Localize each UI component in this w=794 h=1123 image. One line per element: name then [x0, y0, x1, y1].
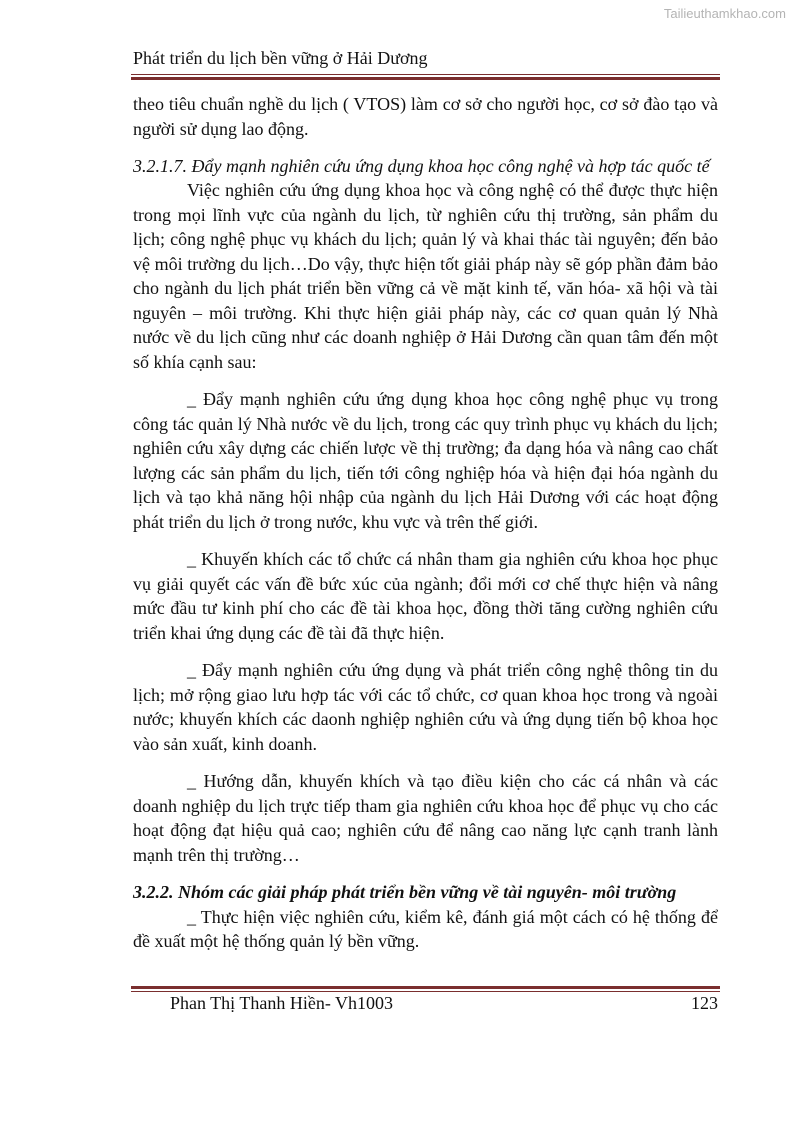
watermark-text: Tailieuthamkhao.com [663, 6, 786, 21]
intro-paragraph: theo tiêu chuẩn nghề du lịch ( VTOS) làm cơ sở cho người học, cơ sở đào tạo và người sử dụng lao động. [133, 94, 718, 139]
bullet-paragraph-3: _ Đẩy mạnh nghiên cứu ứng dụng và phát triển công nghệ thông tin du lịch; mở rộng giao lưu hợp tác với các tổ chức, cơ quan khoa học trong và ngoài nước; khuyến khích các daonh nghiệp nghiên cứu và ứng dụng tiến bộ khoa học vào sản xuất, kinh doanh. [133, 660, 718, 754]
page-number: 123 [691, 993, 718, 1013]
running-header-title: Phát triển du lịch bền vững ở Hải Dương [133, 48, 428, 68]
header-rule-thick [131, 77, 720, 80]
body-paragraph-1: Việc nghiên cứu ứng dụng khoa học và công nghệ có thể được thực hiện trong mọi lĩnh vực của ngành du lịch, từ nghiên cứu thị trường, sản phẩm du lịch; công nghệ phục vụ khách du lịch; quản lý và khai thác tài nguyên; đến bảo vệ môi trường du lịch…Do vậy, thực hiện tốt giải pháp này sẽ góp phần đảm bảo cho ngành du lịch phát triển bền vững cả về mặt kinh tế, văn hóa- xã hội và tài nguyên – môi trường. Khi thực hiện giải pháp này, các cơ quan quản lý Nhà nước về du lịch cũng như các doanh nghiệp ở Hải Dương cần quan tâm đến một số khía cạnh sau: [133, 180, 718, 372]
header-rule-thin [131, 74, 720, 75]
body-paragraph-last: _ Thực hiện việc nghiên cứu, kiểm kê, đánh giá một cách có hệ thống để đề xuất một hệ thống quản lý bền vững. [133, 906, 718, 951]
bullet-paragraph-4: _ Hướng dẫn, khuyến khích và tạo điều kiện cho các cá nhân và các doanh nghiệp du lịch trực tiếp tham gia nghiên cứu khoa học để phục vụ cho các hoạt động đạt hiệu quả cao; nghiên cứu để nâng cao năng lực cạnh tranh lành mạnh trên thị trường… [133, 771, 718, 865]
section-3217-heading: 3.2.1.7. Đẩy mạnh nghiên cứu ứng dụng khoa học công nghệ và hợp tác quốc tế [133, 156, 710, 176]
footer-rule-thick [131, 986, 720, 989]
footer-rule-thin [131, 991, 720, 992]
footer-author: Phan Thị Thanh Hiền- Vh1003 [170, 993, 393, 1013]
bullet-paragraph-1: _ Đẩy mạnh nghiên cứu ứng dụng khoa học công nghệ phục vụ trong công tác quản lý Nhà nước về du lịch, trong các quy trình phục vụ khách du lịch; nghiên cứu xây dựng các chiến lược về thị trường; đa dạng hóa và nâng cao chất lượng các sản phẩm du lịch, tiến tới công nghiệp hóa và hiện đại hóa ngành du lịch và tạo khả năng hội nhập của ngành du lịch Hải Dương với các hoạt động phát triển du lịch ở trong nước, khu vực và trên thế giới. [133, 389, 718, 532]
page-body [133, 92, 718, 954]
section-322-heading: 3.2.2. Nhóm các giải pháp phát triển bền vững về tài nguyên- môi trường [133, 882, 677, 902]
bullet-paragraph-2: _ Khuyến khích các tổ chức cá nhân tham gia nghiên cứu khoa học phục vụ giải quyết các vấn đề bức xúc của ngành; đổi mới cơ chế thực hiện và nâng mức đầu tư kinh phí cho các đề tài khoa học, đồng thời tăng cường nghiên cứu triển khai ứng dụng các đề tài đã thực hiện. [133, 549, 718, 643]
